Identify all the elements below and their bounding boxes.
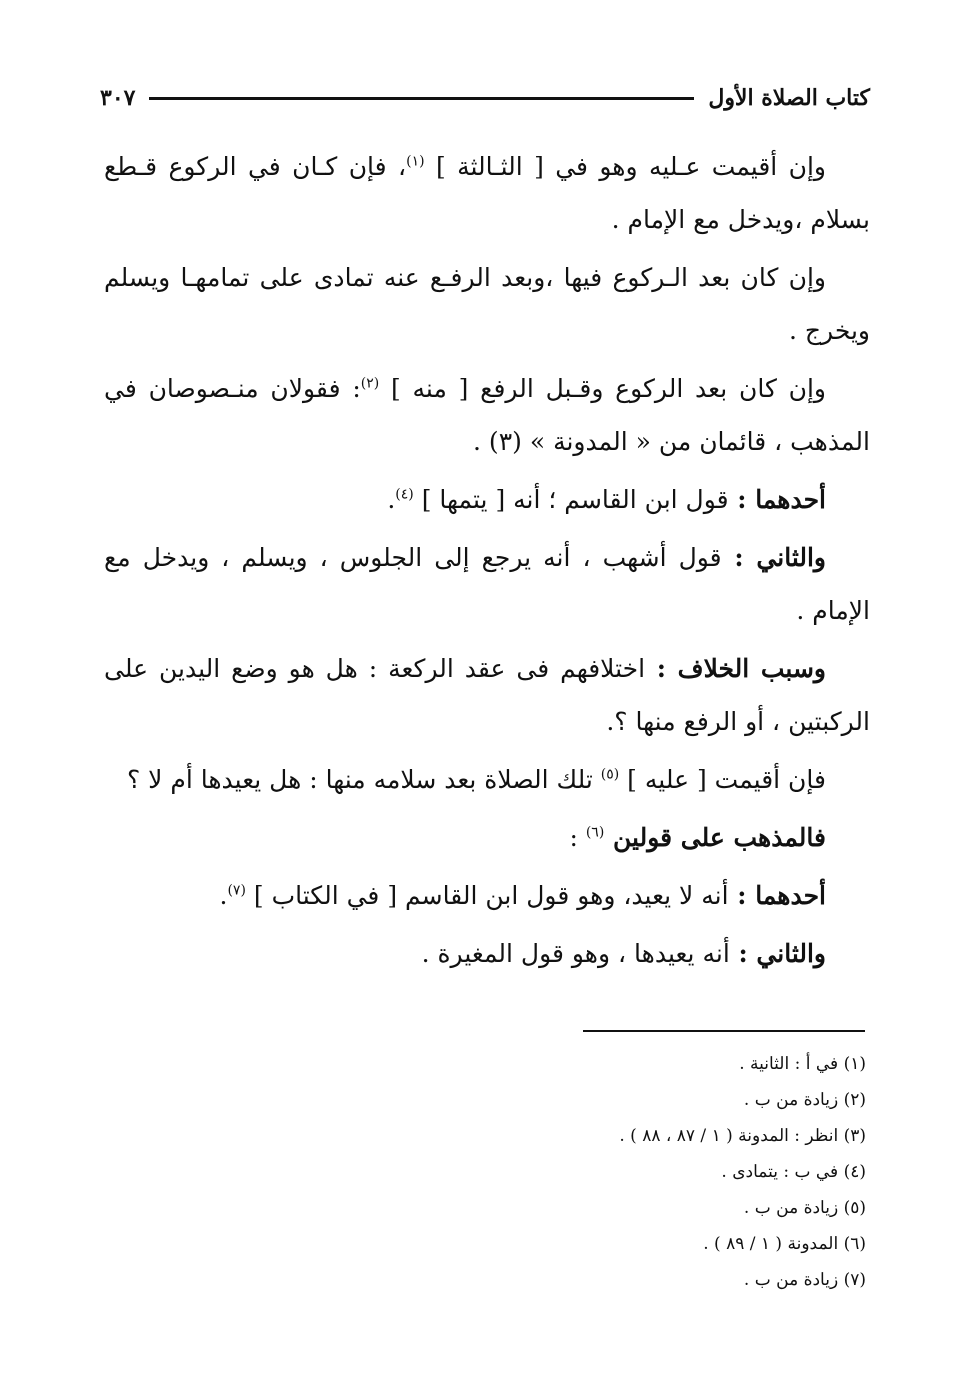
footnote-ref: (١) <box>406 153 425 170</box>
header-rule <box>149 97 694 100</box>
footnote: (٢) زيادة من ب . <box>743 1090 866 1110</box>
paragraph <box>104 473 870 526</box>
footnote-ref: (٢) <box>360 375 380 392</box>
paragraph-lead: والثاني : <box>729 939 826 968</box>
footnote: (٧) زيادة من ب . <box>743 1270 866 1290</box>
footnote: (٣) انظر : المدونة ( ١ / ٨٧ ، ٨٨ ) . <box>619 1126 866 1146</box>
footnote: (١) في أ : الثانية . <box>739 1054 866 1074</box>
paragraph-text-after: . <box>387 485 396 514</box>
paragraph <box>104 531 870 637</box>
paragraph-text-after: . <box>219 881 228 910</box>
paragraph-text: أنه لا يعيد، وهو قول ابن القاسم [ في الكتاب ] <box>245 881 729 910</box>
paragraph <box>104 927 870 980</box>
paragraph <box>104 753 870 806</box>
paragraph-text: وإن أقيمت عـليه وهو في [ الثـالثة ] <box>424 152 826 181</box>
paragraph-text: قول ابن القاسم ؛ أنه [ يتمها ] <box>413 485 729 514</box>
paragraph <box>104 869 870 922</box>
paragraph-text: اختلافهم فى عقد الركعة : هل هو وضع اليدين على الركبتين ، أو الرفع منها ؟. <box>104 654 870 736</box>
page-number: ٣٠٧ <box>100 85 136 111</box>
paragraph-text: وإن كان بعد الـركوع فيها ،وبعد الرفـع عنه تمادى على تمامهـا ويسلم ويخرج . <box>104 263 870 345</box>
paragraph-lead: فالمذهب على قولين <box>604 823 826 852</box>
paragraph <box>104 811 870 864</box>
paragraph-lead: وسبب الخلاف : <box>645 654 826 683</box>
paragraph-text-after: تلك الصلاة بعد سلامه منها : هل يعيدها أم لا ؟ <box>126 765 601 794</box>
footnote: (٥) زيادة من ب . <box>743 1198 866 1218</box>
paragraph-text-after: : فقولان منـصوصان في المذهب ، قائمان من « المدونة » (٣) . <box>104 374 870 456</box>
paragraph <box>104 362 870 468</box>
paragraph-text: وإن كان بعد الركوع وقـبل الرفع [ منه ] <box>379 374 826 403</box>
footnote-ref: (٤) <box>395 486 414 503</box>
footnote-ref: (٥) <box>600 766 620 783</box>
running-title: كتاب الصلاة الأول <box>708 85 870 111</box>
footnote-ref: (٧) <box>227 882 246 899</box>
paragraph-text-after: : <box>569 823 586 852</box>
page-header <box>100 78 870 118</box>
paragraph-text: قول أشهب ، أنه يرجع إلى الجلوس ، ويسلم ، ويدخل مع الإمام . <box>104 543 870 625</box>
footnotes <box>300 1046 866 1298</box>
paragraph-text-after: ، فإن كـان في الركوع قـطع بسلام ،ويدخل مع الإمام . <box>104 152 870 234</box>
footnote-separator <box>583 1030 865 1032</box>
paragraph-text: فإن أقيمت [ عليه ] <box>619 765 826 794</box>
paragraph <box>104 251 870 357</box>
paragraph-lead: والثاني : <box>721 543 826 572</box>
footnote-ref: (٦) <box>585 824 605 841</box>
paragraph-lead: أحدهما : <box>728 485 826 514</box>
main-text <box>104 140 870 985</box>
paragraph-lead: أحدهما : <box>728 881 826 910</box>
footnote: (٦) المدونة ( ١ / ٨٩ ) . <box>703 1234 866 1254</box>
footnote: (٤) في ب : يتمادى . <box>721 1162 866 1182</box>
paragraph <box>104 642 870 748</box>
paragraph <box>104 140 870 246</box>
paragraph-text: أنه يعيدها ، وهو قول المغيرة . <box>421 939 730 968</box>
